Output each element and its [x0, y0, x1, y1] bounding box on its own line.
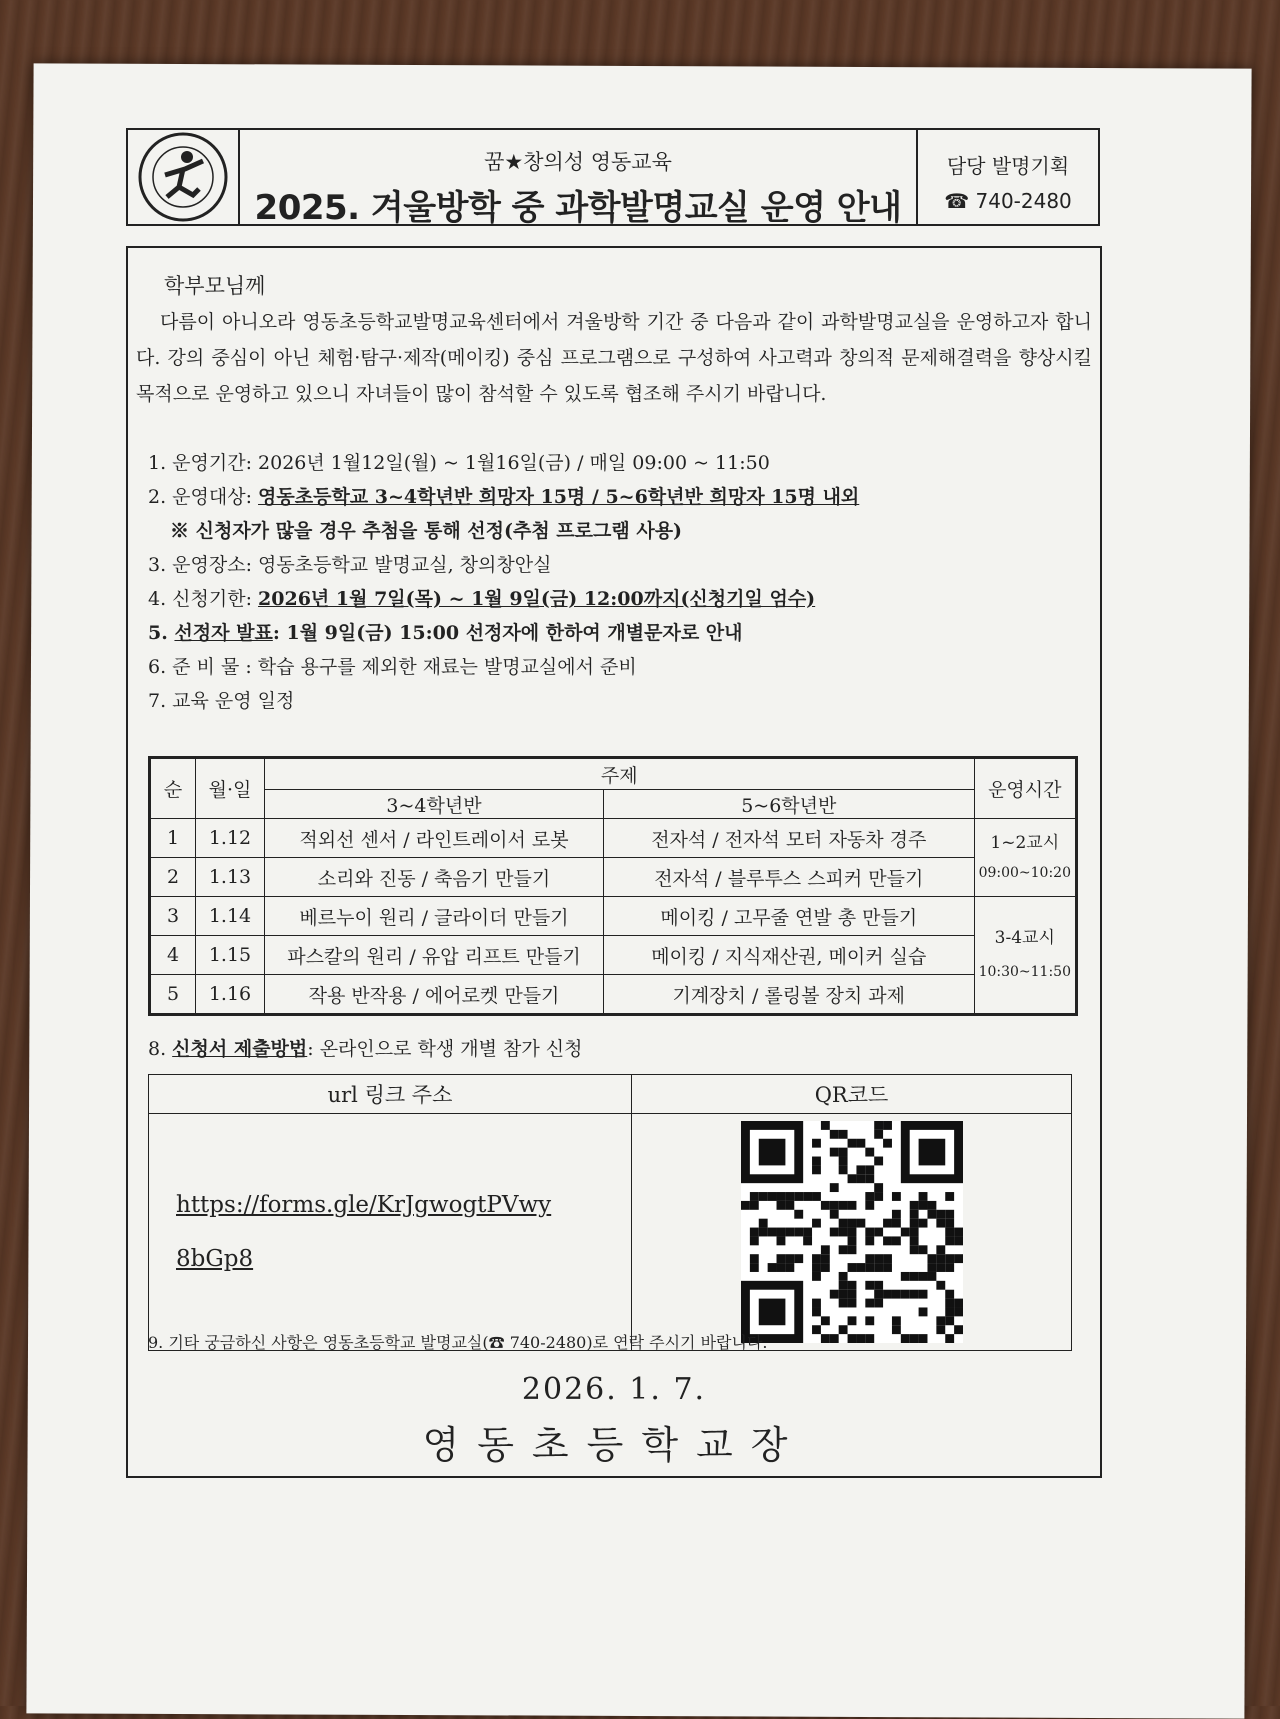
item-location: 3. 운영장소: 영동초등학교 발명교실, 창의창안실	[148, 554, 552, 576]
cell-date: 1.13	[196, 858, 265, 897]
contact-phone: ☎ 740-2480	[944, 189, 1072, 213]
time-period-2: 3-4교시	[994, 928, 1055, 948]
cell-no: 2	[150, 858, 196, 897]
header-grade-56: 5~6학년반	[604, 790, 975, 819]
cell-time-morning	[974, 819, 1076, 897]
cell-no: 3	[150, 897, 196, 936]
application-body-row	[149, 1114, 1072, 1351]
header-date: 월·일	[196, 758, 265, 819]
item-target-label: 2. 운영대상:	[148, 486, 259, 508]
item-target	[148, 480, 1088, 514]
item-application-value: : 온라인으로 학생 개별 참가 신청	[307, 1038, 583, 1060]
department-label: 담당 발명기획	[946, 154, 1070, 178]
cell-grade-56: 전자석 / 전자석 모터 자동차 경주	[604, 819, 975, 858]
url-line-2: 8bGp8	[176, 1246, 254, 1272]
header-time: 운영시간	[974, 758, 1076, 819]
table-row	[150, 936, 1077, 975]
table-row	[150, 819, 1077, 858]
item-application-label: 신청서 제출방법	[172, 1038, 308, 1060]
item-announcement	[148, 616, 1088, 650]
cell-date: 1.16	[196, 975, 265, 1015]
intro-text: 다름이 아니오라 영동초등학교발명교육센터에서 겨울방학 기간 중 다음과 같이 과학발명교실을 운영하고자 합니다. 강의 중심이 아닌 체험·탐구·제작(메이킹) 중심 프로그램으로 구성하여 사고력과 창의적 문제해결력을 향상시킬 목적으로 운영하고 있으니 자녀들이 많이 참석할 수 있도록 협조해 주시기 바랍니다.	[136, 311, 1092, 405]
item-deadline-label: 4. 신청기한:	[148, 588, 259, 610]
cell-grade-34: 파스칼의 원리 / 유압 리프트 만들기	[265, 936, 604, 975]
item-schedule-heading: 7. 교육 운영 일정	[148, 690, 295, 712]
school-emblem-icon	[137, 131, 229, 223]
item-contact: 9. 기타 궁금하신 사항은 영동초등학교 발명교실(☎ 740-2480)로 연락 주시기 바랍니다.	[148, 1333, 768, 1352]
cell-grade-34: 소리와 진동 / 축음기 만들기	[265, 858, 604, 897]
intro-paragraph	[136, 304, 1092, 412]
cell-grade-56: 전자석 / 블루투스 스피커 만들기	[604, 858, 975, 897]
cell-date: 1.12	[196, 819, 265, 858]
cell-no: 4	[150, 936, 196, 975]
item-supplies: 6. 준 비 물 : 학습 용구를 제외한 재료는 발명교실에서 준비	[148, 656, 637, 678]
greeting: 학부모님께	[164, 274, 266, 298]
qr-cell	[632, 1114, 1072, 1351]
table-row	[150, 858, 1077, 897]
contact-cell	[918, 130, 1098, 224]
url-cell	[149, 1114, 632, 1351]
table-row	[150, 975, 1077, 1015]
header-grade-34: 3~4학년반	[265, 790, 604, 819]
lottery-note: ※ 신청자가 많을 경우 추첨을 통해 선정(추첨 프로그램 사용)	[170, 520, 683, 542]
cell-no: 5	[150, 975, 196, 1015]
title-cell	[240, 130, 918, 228]
form-url-link[interactable]	[150, 1178, 630, 1286]
cell-grade-56: 기계장치 / 롤링볼 장치 과제	[604, 975, 975, 1015]
notice-body	[126, 246, 1102, 1478]
cell-date: 1.15	[196, 936, 265, 975]
url-header: url 링크 주소	[149, 1075, 632, 1114]
school-logo-cell	[128, 130, 240, 224]
issue-date: 2026. 1. 7.	[521, 1372, 707, 1407]
schedule-header-row	[150, 758, 1077, 790]
header-no: 순	[150, 758, 196, 819]
item-target-value: 영동초등학교 3~4학년반 희망자 15명 / 5~6학년반 희망자 15명 내외	[258, 486, 860, 508]
application-header-row	[149, 1075, 1072, 1114]
item-period: 1. 운영기간: 2026년 1월12일(월) ~ 1월16일(금) / 매일 09:00 ~ 11:50	[148, 452, 770, 474]
qr-code-icon[interactable]	[741, 1121, 963, 1343]
qr-header: QR코드	[632, 1075, 1072, 1114]
time-hours-1: 09:00~10:20	[978, 864, 1071, 881]
cell-no: 1	[150, 819, 196, 858]
header-topic: 주제	[265, 758, 975, 790]
url-line-1: https://forms.gle/KrJgwogtPVwy	[176, 1192, 552, 1218]
header-box	[126, 128, 1100, 226]
signer: 영동초등학교장	[422, 1423, 806, 1467]
cell-grade-56: 메이킹 / 지식재산권, 메이커 실습	[604, 936, 975, 975]
item-application	[148, 1032, 582, 1066]
cell-grade-34: 베르누이 원리 / 글라이더 만들기	[265, 897, 604, 936]
cell-grade-34: 작용 반작용 / 에어로켓 만들기	[265, 975, 604, 1015]
time-period-1: 1~2교시	[990, 832, 1060, 853]
schedule-subheader-row	[150, 790, 1077, 819]
application-table	[148, 1074, 1072, 1351]
cell-date: 1.14	[196, 897, 265, 936]
cell-time-late	[974, 897, 1076, 1015]
time-hours-2: 10:30~11:50	[978, 964, 1071, 980]
item-announcement-label: 선정자 발표	[174, 622, 273, 644]
document-title: 2025. 겨울방학 중 과학발명교실 운영 안내	[254, 188, 902, 228]
table-row	[150, 897, 1077, 936]
schedule-table	[148, 756, 1078, 1016]
item-announcement-value: : 1월 9일(금) 15:00 선정자에 한하여 개별문자로 안내	[272, 622, 743, 644]
item-deadline-value: 2026년 1월 7일(목) ~ 1월 9일(금) 12:00까지(신청기일 엄수)	[258, 588, 816, 610]
slogan: 꿈★창의성 영동교육	[484, 150, 672, 174]
item-deadline	[148, 582, 1088, 616]
info-list	[148, 446, 1088, 718]
item-application-num: 8.	[148, 1038, 173, 1060]
item-announcement-num: 5.	[148, 622, 175, 644]
cell-grade-34: 적외선 센서 / 라인트레이서 로봇	[265, 819, 604, 858]
cell-grade-56: 메이킹 / 고무줄 연발 총 만들기	[604, 897, 975, 936]
